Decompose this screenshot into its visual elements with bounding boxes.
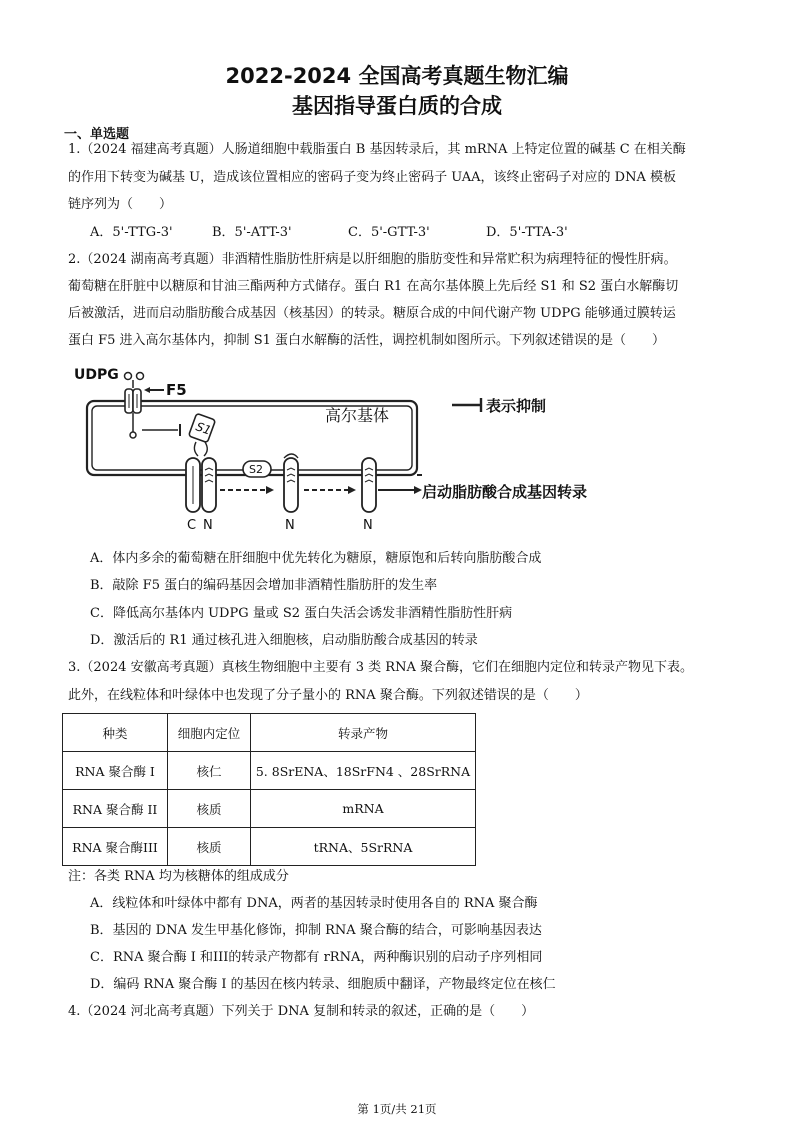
document-title-line2: 基因指导蛋白质的合成 — [292, 94, 502, 118]
table-cell: mRNA — [251, 790, 476, 828]
n-terminal-label: N — [363, 518, 373, 533]
golgi-label: 高尔基体 — [325, 406, 390, 425]
table-cell: RNA 聚合酶 II — [63, 790, 168, 828]
q1-option-c: C．5'-GTT-3' — [348, 225, 430, 240]
table-row — [63, 790, 476, 828]
table-cell: 核质 — [168, 828, 251, 866]
q2-text-line: 2.（2024 湖南高考真题）非酒精性脂肪性肝病是以肝细胞的脂肪变性和异常贮积为病理特征的慢性肝病。 — [68, 252, 677, 267]
table-header-cell: 种类 — [63, 714, 168, 752]
q3-option-c: C．RNA 聚合酶 I 和III的转录产物都有 rRNA，两种酶识别的启动子序列相同 — [90, 950, 543, 965]
svg-text:S1: S1 — [193, 419, 214, 438]
udpg-molecule — [125, 373, 132, 380]
table-row — [63, 752, 476, 790]
r1-n-domain — [202, 458, 216, 512]
q2-option-b: B．敲除 F5 蛋白的编码基因会增加非酒精性脂肪肝的发生率 — [90, 578, 438, 593]
table-cell: 核仁 — [168, 752, 251, 790]
section-heading: 一、单选题 — [64, 127, 130, 142]
q2-text-line: 后被激活，进而启动脂肪酸合成基因（核基因）的转录。糖原合成的中间代谢产物 UDPG 能够通过膜转运 — [68, 306, 676, 321]
r1-n-domain-cleaved — [284, 458, 298, 512]
n-terminal-label: N — [203, 518, 213, 533]
q2-option-d: D．激活后的 R1 通过核孔进入细胞核，启动脂肪酸合成基因的转录 — [90, 633, 478, 648]
q3-text-line: 此外，在线粒体和叶绿体中也发现了分子量小的 RNA 聚合酶。下列叙述错误的是（ ） — [68, 688, 588, 703]
s1-protease — [188, 413, 215, 442]
document-title-line1: 2022-2024 全国高考真题生物汇编 — [225, 64, 569, 88]
q1-option-d: D．5'-TTA-3' — [486, 225, 568, 240]
svg-text:S2: S2 — [249, 463, 263, 476]
transcription-label: 启动脂肪酸合成基因转录 — [422, 483, 588, 501]
table-cell: 5. 8SrENA、18SrFN4 、28SrRNA — [251, 752, 476, 790]
q1-option-b: B．5'-ATT-3' — [212, 225, 292, 240]
table-header-row — [63, 714, 476, 752]
q1-text-line: 链序列为（ ） — [68, 197, 173, 212]
page-number-footer: 第 1页/共 21页 — [357, 1102, 437, 1116]
q3-table-note: 注：各类 RNA 均为核糖体的组成成分 — [68, 869, 289, 884]
rna-polymerase-table — [62, 713, 476, 866]
q4-text-line: 4.（2024 河北高考真题）下列关于 DNA 复制和转录的叙述，正确的是（ ） — [68, 1004, 535, 1019]
q2-text-line: 葡萄糖在肝脏中以糖原和甘油三酯两种方式储存。蛋白 R1 在高尔基体膜上先后经 S1 和 S2 蛋白水解酶切 — [68, 279, 679, 294]
table-cell: 核质 — [168, 790, 251, 828]
n-terminal-label: N — [285, 518, 295, 533]
legend-label: 表示抑制 — [486, 397, 547, 415]
r1-n-domain-active — [362, 458, 376, 512]
q3-text-line: 3.（2024 安徽高考真题）真核生物细胞中主要有 3 类 RNA 聚合酶，它们在细胞内定位和转录产物见下表。 — [68, 660, 693, 675]
table-cell: RNA 聚合酶III — [63, 828, 168, 866]
q2-option-c: C．降低高尔基体内 UDPG 量或 S2 蛋白失活会诱发非酒精性脂肪性肝病 — [90, 606, 513, 621]
table-row — [63, 828, 476, 866]
q1-text-line: 1.（2024 福建高考真题）人肠道细胞中载脂蛋白 B 基因转录后，其 mRNA 上特定位置的碱基 C 在相关酶 — [68, 142, 686, 157]
c-terminal-label: C — [187, 518, 197, 533]
table-cell: tRNA、5SrRNA — [251, 828, 476, 866]
q1-text-line: 的作用下转变为碱基 U，造成该位置相应的密码子变为终止密码子 UAA，该终止密码子对应的 DNA 模板 — [68, 170, 677, 185]
q3-option-d: D．编码 RNA 聚合酶 I 的基因在核内转录、细胞质中翻译，产物最终定位在核仁 — [90, 977, 556, 992]
table-header-cell: 细胞内定位 — [168, 714, 251, 752]
q3-option-b: B．基因的 DNA 发生甲基化修饰，抑制 RNA 聚合酶的结合，可影响基因表达 — [90, 923, 542, 938]
udpg-label: UDPG — [74, 367, 119, 383]
q2-text-line: 蛋白 F5 进入高尔基体内，抑制 S1 蛋白水解酶的活性，调控机制如图所示。下列叙述错误的是（ ） — [68, 333, 665, 348]
q2-option-a: A．体内多余的葡萄糖在肝细胞中优先转化为糖原，糖原饱和后转向脂肪酸合成 — [90, 551, 542, 566]
table-cell: RNA 聚合酶 I — [63, 752, 168, 790]
q1-option-a: A．5'-TTG-3' — [90, 225, 173, 240]
f5-label: F5 — [166, 381, 187, 399]
golgi-regulation-figure — [70, 358, 630, 536]
q3-option-a: A．线粒体和叶绿体中都有 DNA，两者的基因转录时使用各自的 RNA 聚合酶 — [90, 896, 538, 911]
table-header-cell: 转录产物 — [251, 714, 476, 752]
udpg-molecule — [137, 373, 144, 380]
